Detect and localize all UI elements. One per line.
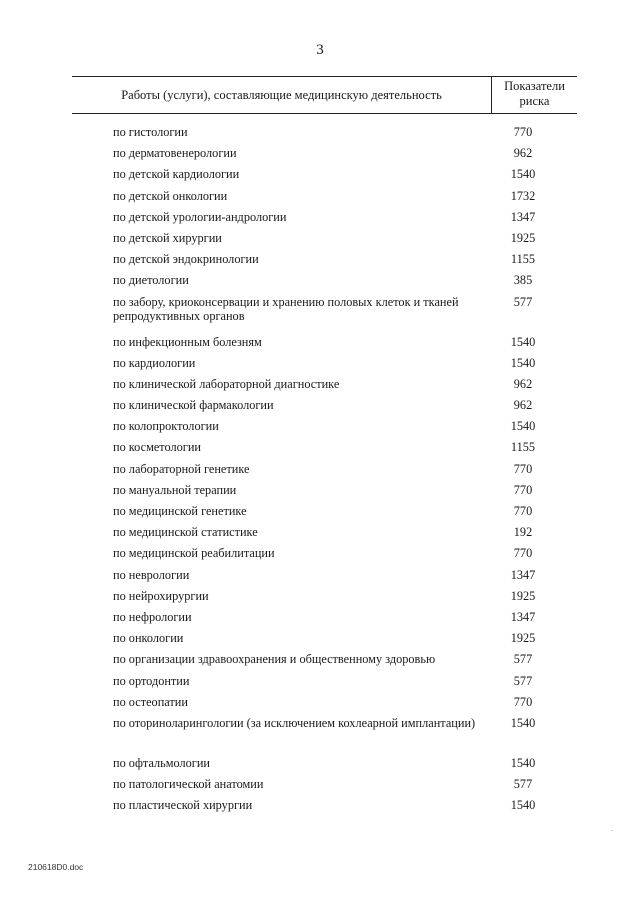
row-service-label: по колопроктологии [113, 419, 219, 434]
row-service-label: по остеопатии [113, 694, 188, 709]
row-risk-value: 1732 [510, 188, 536, 203]
row-service-label: по детской кардиологии [113, 167, 240, 182]
row-risk-value: 1540 [510, 167, 536, 182]
row-risk-value: 962 [513, 376, 533, 391]
row-service-label: по мануальной терапии [113, 482, 237, 497]
row-service-label: по клинической фармакологии [113, 398, 274, 413]
row-risk-value: 1925 [510, 230, 536, 245]
row-risk-value: 577 [513, 652, 533, 667]
table-row [113, 481, 553, 502]
row-risk-value: 1347 [510, 209, 536, 224]
table-row [113, 293, 553, 333]
row-risk-value: 770 [513, 546, 533, 561]
row-risk-value: 962 [513, 398, 533, 413]
table-row [113, 629, 553, 650]
row-service-label: по медицинской статистике [113, 525, 258, 540]
table-row [113, 502, 553, 523]
table-row [113, 271, 553, 292]
row-risk-value: 770 [513, 694, 533, 709]
table-row [113, 693, 553, 714]
row-service-label: по детской урологии-андрологии [113, 209, 287, 224]
table-header [72, 76, 577, 114]
row-risk-value: 770 [513, 504, 533, 518]
table-row [113, 250, 553, 271]
page-number: 3 [316, 42, 324, 58]
row-service-label: по патологической анатомии [113, 777, 264, 792]
row-service-label: по дерматовенерологии [113, 146, 237, 161]
table-row [113, 208, 553, 229]
row-service-label: по кардиологии [113, 355, 196, 370]
table-row [113, 333, 553, 354]
table-row [113, 438, 553, 459]
table-row [113, 523, 553, 544]
row-service-label: по медицинской реабилитации [113, 546, 275, 561]
row-risk-value: 1925 [510, 588, 536, 603]
column-header-risk-line2: риска [519, 94, 550, 108]
table-row [113, 544, 553, 565]
row-service-label: по оториноларингологии (за исключением кохлеарной имплантации) [113, 715, 476, 730]
row-service-label: по детской эндокринологии [113, 252, 259, 267]
row-service-label: по ортодонтии [113, 673, 190, 688]
table-row [113, 375, 553, 396]
document-code: 210618D0.doc [28, 862, 84, 872]
table-row [113, 417, 553, 438]
row-service-label: по гистологии [113, 125, 188, 139]
table-row [113, 650, 553, 671]
row-risk-value: 385 [513, 273, 533, 288]
table-row [113, 123, 553, 144]
row-risk-value: 1155 [510, 252, 536, 267]
row-service-label: по забору, криоконсервации и хранению половых клеток и тканей репродуктивных органов [113, 294, 459, 323]
row-risk-value: 770 [513, 482, 533, 497]
column-header-risk [492, 79, 577, 109]
table-row [113, 460, 553, 481]
row-risk-value: 1540 [510, 715, 536, 730]
row-risk-value: 770 [513, 461, 533, 476]
row-service-label: по детской хирургии [113, 230, 222, 245]
table-row [113, 775, 553, 796]
row-service-label: по онкологии [113, 631, 184, 646]
row-service-label: по организации здравоохранения и общественному здоровью [113, 652, 436, 667]
row-risk-value: 1540 [510, 334, 536, 349]
row-risk-value: 1155 [510, 440, 536, 455]
row-risk-value: 577 [513, 294, 533, 309]
table-row [113, 144, 553, 165]
row-service-label: по детской онкологии [113, 188, 228, 203]
table-row [113, 229, 553, 250]
table-row [113, 165, 553, 186]
row-risk-value: 1925 [510, 631, 536, 646]
table-row [113, 187, 553, 208]
row-risk-value: 577 [513, 673, 533, 688]
row-risk-value: 770 [513, 125, 533, 139]
table-row [113, 796, 553, 817]
row-risk-value: 1540 [510, 419, 536, 434]
table-row [113, 608, 553, 629]
row-service-label: по косметологии [113, 440, 201, 455]
table-row [113, 587, 553, 608]
row-risk-value: 1347 [510, 567, 536, 582]
row-risk-value: 1540 [510, 355, 536, 370]
row-service-label: по медицинской генетике [113, 504, 247, 518]
row-risk-value: 962 [513, 146, 533, 161]
table-row [113, 672, 553, 693]
row-service-label: по клинической лабораторной диагностике [113, 376, 340, 391]
table-row [113, 714, 553, 754]
row-service-label: по неврологии [113, 567, 190, 582]
row-service-label: по инфекционным болезням [113, 334, 262, 349]
table-row [113, 354, 553, 375]
row-service-label: по лабораторной генетике [113, 461, 250, 476]
table-body [113, 123, 553, 817]
column-header-risk-line1: Показатели [504, 79, 565, 93]
table-row [113, 566, 553, 587]
row-service-label: по диетологии [113, 273, 189, 288]
row-service-label: по офтальмологии [113, 755, 211, 770]
row-risk-value: 577 [513, 777, 533, 792]
table-row [113, 754, 553, 775]
table-row [113, 396, 553, 417]
row-risk-value: 192 [513, 525, 533, 540]
row-service-label: по нейрохирургии [113, 588, 209, 603]
margin-mark: . [610, 824, 613, 833]
row-risk-value: 1540 [510, 755, 536, 770]
row-service-label: по нефрологии [113, 609, 192, 624]
row-service-label: по пластической хирургии [113, 798, 253, 813]
column-header-service: Работы (услуги), составляющие медицинскую деятельность [121, 88, 442, 102]
row-risk-value: 1347 [510, 609, 536, 624]
row-risk-value: 1540 [510, 798, 536, 813]
